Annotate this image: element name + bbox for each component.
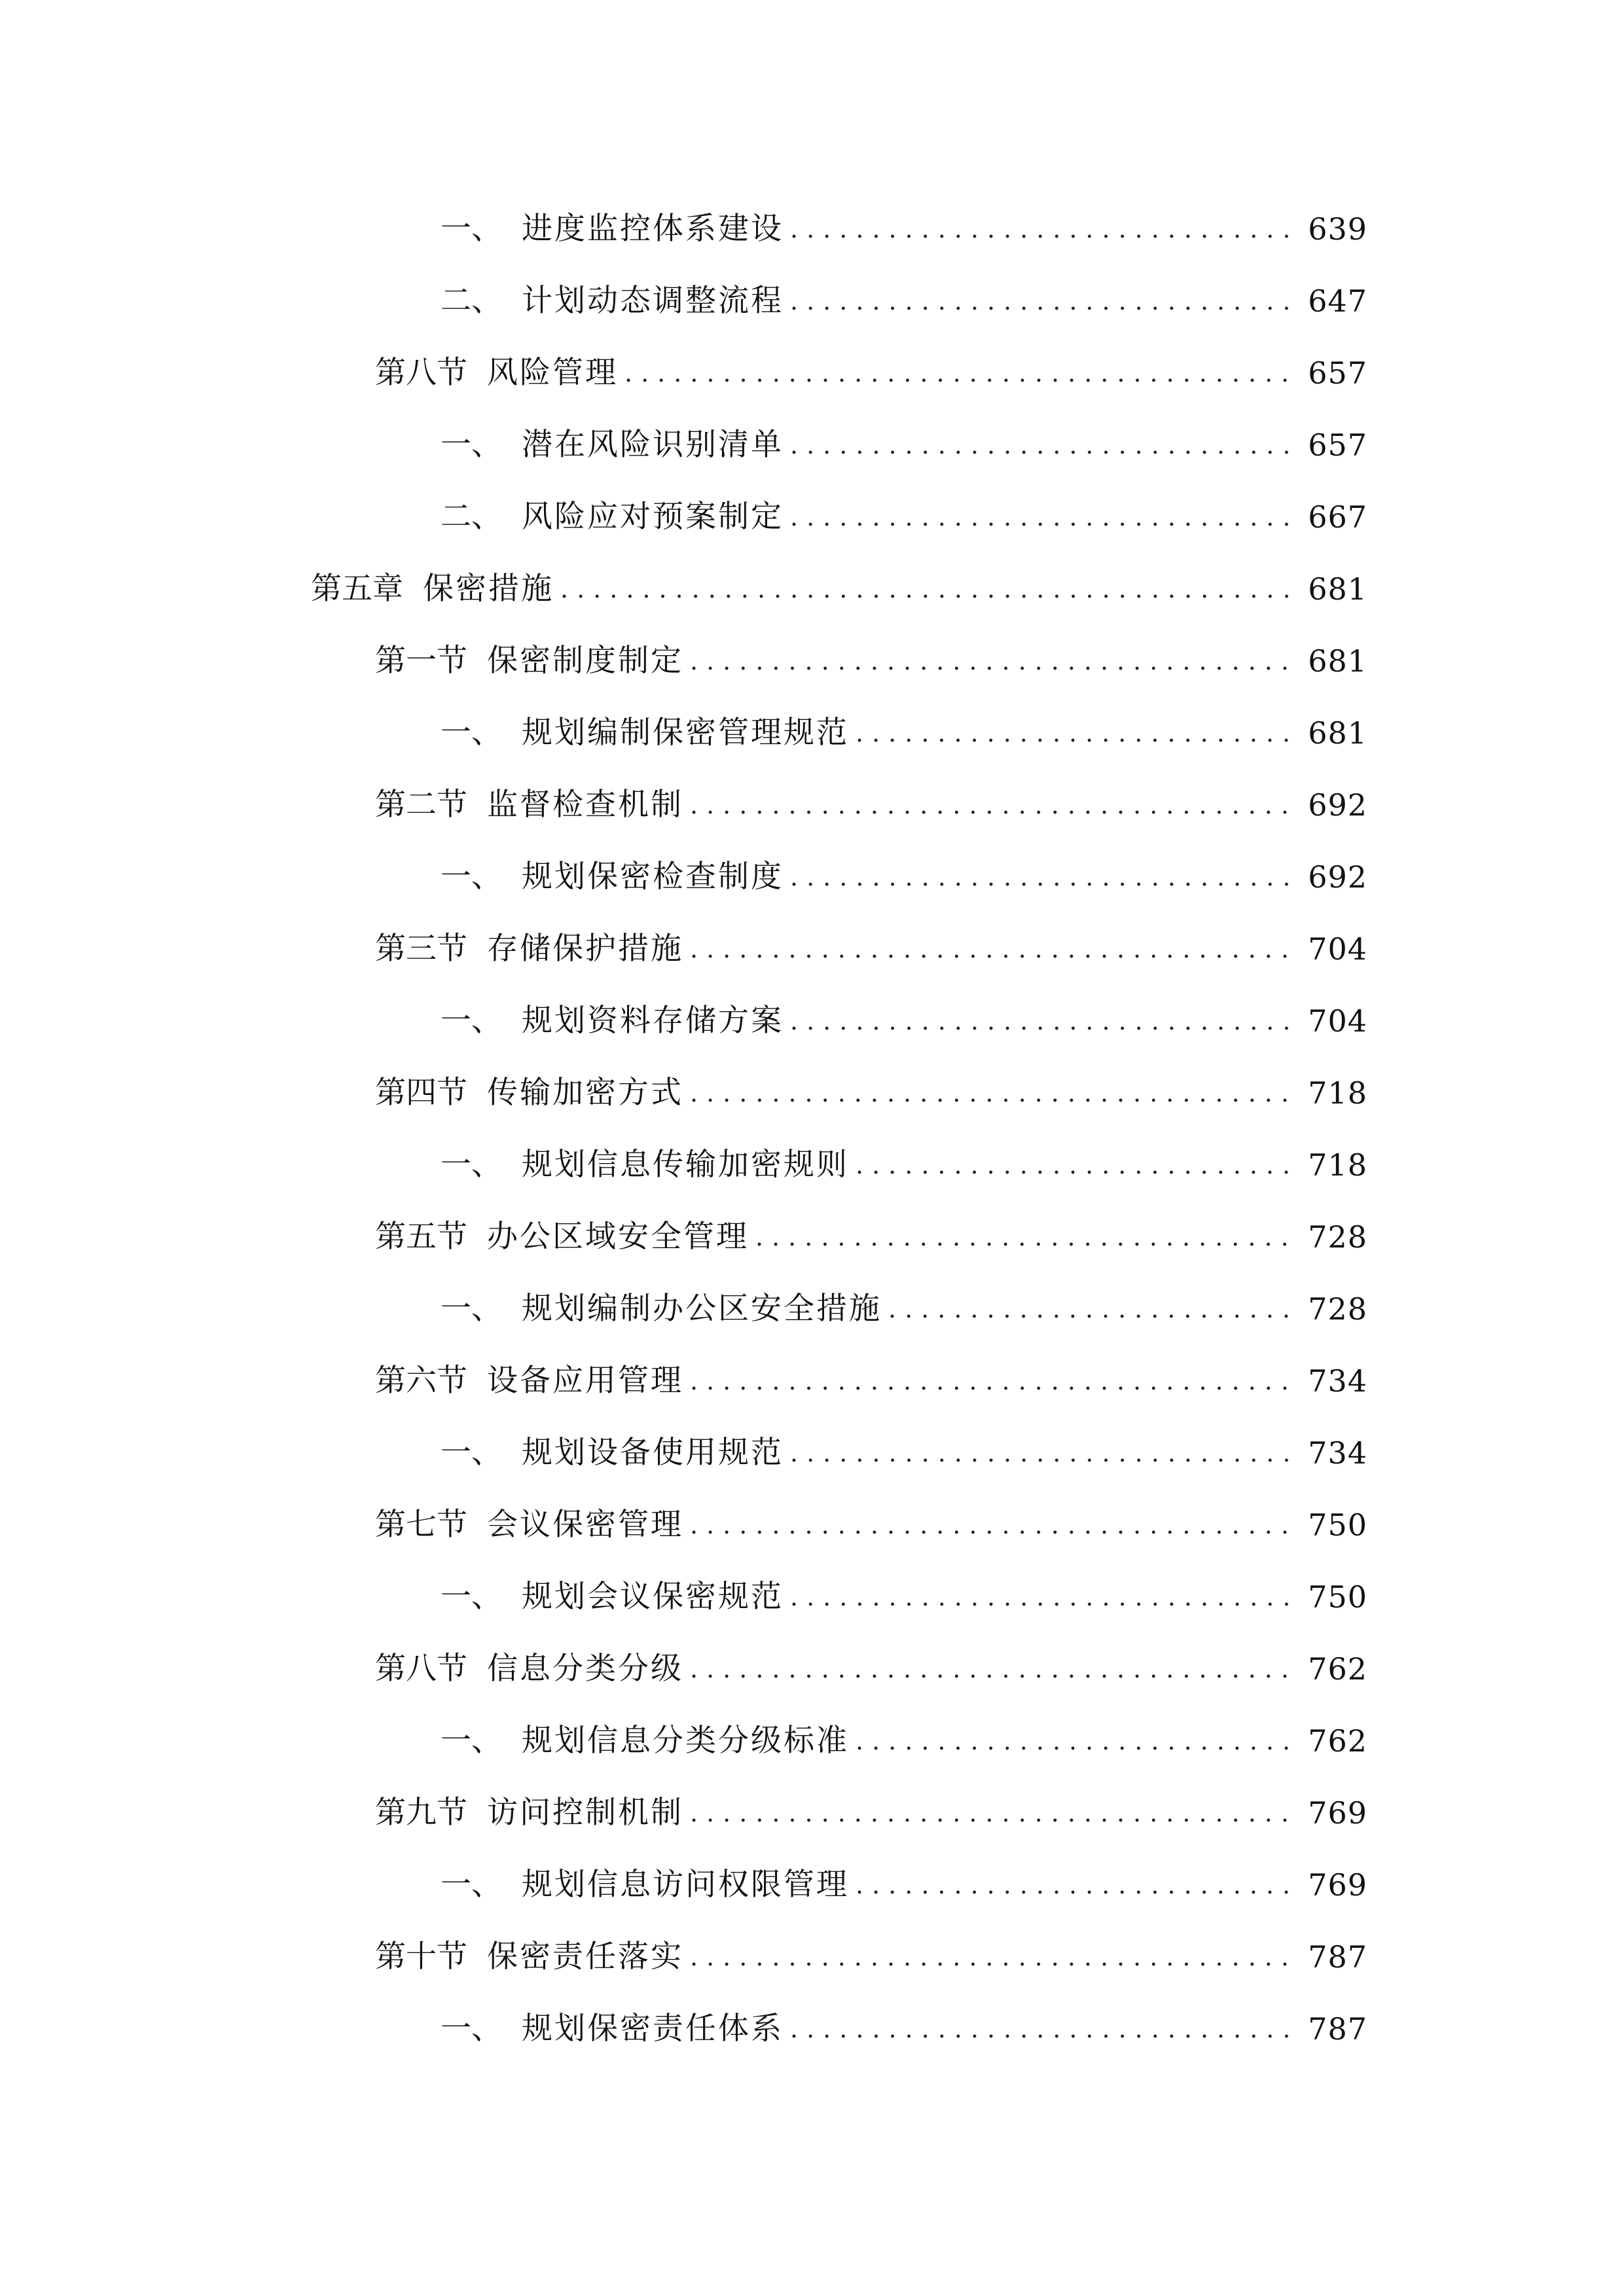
toc-entry-item[interactable] — [0, 697, 1624, 769]
toc-entry-line — [441, 1561, 1367, 1633]
toc-entry-page-number: 762 — [1308, 1723, 1367, 1759]
toc-entry-number: 一、 — [441, 1867, 502, 1903]
toc-entry-line — [375, 1201, 1367, 1273]
dot-leader — [856, 1705, 1299, 1777]
toc-entry-number: 二、 — [441, 499, 502, 535]
toc-entry-page-number: 639 — [1308, 211, 1367, 247]
toc-entry-number: 第五章 — [311, 571, 403, 607]
toc-entry-section[interactable] — [0, 1345, 1624, 1417]
toc-entry-title: 潜在风险识别清单 — [522, 427, 784, 463]
toc-entry-section[interactable] — [0, 1489, 1624, 1561]
toc-entry-number: 一、 — [441, 427, 502, 463]
toc-entry-page-number: 769 — [1308, 1795, 1367, 1831]
toc-entry-page-number: 681 — [1308, 715, 1367, 751]
toc-entry-number: 一、 — [441, 1291, 502, 1327]
dot-leader — [790, 409, 1299, 481]
toc-entry-number: 一、 — [441, 715, 502, 751]
toc-entry-page-number: 762 — [1308, 1651, 1367, 1687]
toc-entry-number: 一、 — [441, 1579, 502, 1615]
toc-entry-page-number: 787 — [1308, 1939, 1367, 1975]
dot-leader — [790, 193, 1299, 265]
toc-entry-number: 第十节 — [375, 1939, 467, 1975]
toc-entry-title: 办公区域安全管理 — [487, 1219, 749, 1255]
toc-entry-item[interactable] — [0, 481, 1624, 553]
dot-leader — [790, 841, 1299, 913]
toc-entry-page-number: 692 — [1308, 859, 1367, 895]
dot-leader — [690, 1633, 1299, 1705]
toc-entry-title: 风险管理 — [487, 355, 618, 391]
toc-entry-page-number: 657 — [1308, 355, 1367, 391]
toc-entry-title: 规划资料存储方案 — [522, 1003, 784, 1039]
toc-entry-title: 规划编制保密管理规范 — [522, 715, 849, 751]
toc-entry-line — [441, 1849, 1367, 1921]
toc-entry-title: 规划信息传输加密规则 — [522, 1147, 849, 1183]
dot-leader — [790, 265, 1299, 337]
toc-entry-line — [441, 1993, 1367, 2065]
toc-entry-item[interactable] — [0, 193, 1624, 265]
toc-entry-section[interactable] — [0, 625, 1624, 697]
dot-leader — [790, 1561, 1299, 1633]
toc-entry-section[interactable] — [0, 769, 1624, 841]
toc-entry-line — [441, 193, 1367, 265]
toc-entry-page-number: 750 — [1308, 1507, 1367, 1543]
toc-entry-section[interactable] — [0, 913, 1624, 985]
toc-entry-line — [441, 1129, 1367, 1201]
toc-entry-section[interactable] — [0, 1057, 1624, 1129]
toc-entry-line — [375, 1345, 1367, 1417]
toc-entry-item[interactable] — [0, 1705, 1624, 1777]
dot-leader — [856, 697, 1299, 769]
toc-entry-line — [441, 1705, 1367, 1777]
toc-entry-title: 规划保密检查制度 — [522, 859, 784, 895]
toc-entry-line — [375, 1921, 1367, 1993]
toc-entry-item[interactable] — [0, 841, 1624, 913]
toc-entry-page-number: 692 — [1308, 787, 1367, 823]
toc-entry-title: 传输加密方式 — [487, 1075, 683, 1111]
toc-entry-line — [311, 553, 1367, 625]
toc-entry-line — [441, 481, 1367, 553]
toc-entry-number: 一、 — [441, 859, 502, 895]
toc-entry-page-number: 718 — [1308, 1075, 1367, 1111]
toc-entry-title: 保密措施 — [423, 571, 554, 607]
toc-entry-item[interactable] — [0, 985, 1624, 1057]
toc-entry-item[interactable] — [0, 1417, 1624, 1489]
toc-entry-line — [375, 1633, 1367, 1705]
toc-entry-line — [441, 1273, 1367, 1345]
toc-entry-page-number: 750 — [1308, 1579, 1367, 1615]
toc-entry-item[interactable] — [0, 1561, 1624, 1633]
dot-leader — [690, 625, 1299, 697]
toc-entry-title: 规划信息访问权限管理 — [522, 1867, 849, 1903]
toc-entry-title: 设备应用管理 — [487, 1363, 683, 1399]
dot-leader — [790, 1993, 1299, 2065]
toc-entry-page-number: 647 — [1308, 283, 1367, 319]
toc-entry-title: 访问控制机制 — [487, 1795, 683, 1831]
dot-leader — [690, 1345, 1299, 1417]
toc-entry-page-number: 787 — [1308, 2011, 1367, 2047]
dot-leader — [856, 1849, 1299, 1921]
toc-entry-title: 规划编制办公区安全措施 — [522, 1291, 882, 1327]
toc-entry-title: 监督检查机制 — [487, 787, 683, 823]
dot-leader — [790, 1417, 1299, 1489]
toc-entry-number: 第六节 — [375, 1363, 467, 1399]
dot-leader — [690, 1921, 1299, 1993]
toc-entry-line — [375, 1489, 1367, 1561]
toc-entry-line — [441, 985, 1367, 1057]
toc-entry-number: 第八节 — [375, 355, 467, 391]
toc-entry-number: 第三节 — [375, 931, 467, 967]
toc-entry-number: 一、 — [441, 211, 502, 247]
dot-leader — [755, 1201, 1299, 1273]
toc-entry-page-number: 734 — [1308, 1363, 1367, 1399]
toc-entry-line — [375, 913, 1367, 985]
toc-entry-number: 一、 — [441, 1723, 502, 1759]
toc-entry-page-number: 681 — [1308, 571, 1367, 607]
toc-entry-page-number: 657 — [1308, 427, 1367, 463]
dot-leader — [790, 985, 1299, 1057]
toc-entry-line — [375, 337, 1367, 409]
toc-entry-title: 会议保密管理 — [487, 1507, 683, 1543]
dot-leader — [560, 553, 1299, 625]
toc-entry-page-number: 728 — [1308, 1291, 1367, 1327]
toc-entry-item[interactable] — [0, 1273, 1624, 1345]
toc-entry-number: 第九节 — [375, 1795, 467, 1831]
toc-entry-number: 一、 — [441, 1003, 502, 1039]
toc-entry-line — [441, 409, 1367, 481]
toc-entry-line — [375, 769, 1367, 841]
toc-entry-title: 保密制度制定 — [487, 643, 683, 679]
toc-entry-page-number: 769 — [1308, 1867, 1367, 1903]
toc-entry-number: 一、 — [441, 1147, 502, 1183]
toc-entry-number: 第七节 — [375, 1507, 467, 1543]
toc-entry-page-number: 728 — [1308, 1219, 1367, 1255]
dot-leader — [690, 913, 1299, 985]
toc-entry-page-number: 704 — [1308, 1003, 1367, 1039]
toc-entry-line — [441, 697, 1367, 769]
toc-entry-title: 进度监控体系建设 — [522, 211, 784, 247]
toc-entry-title: 存储保护措施 — [487, 931, 683, 967]
toc-entry-number: 二、 — [441, 283, 502, 319]
toc-entry-page-number: 681 — [1308, 643, 1367, 679]
toc-entry-number: 第八节 — [375, 1651, 467, 1687]
toc-entry-section[interactable] — [0, 1201, 1624, 1273]
toc-entry-section[interactable] — [0, 1777, 1624, 1849]
toc-entry-title: 保密责任落实 — [487, 1939, 683, 1975]
toc-entry-item[interactable] — [0, 1849, 1624, 1921]
toc-entry-item[interactable] — [0, 409, 1624, 481]
toc-entry-section[interactable] — [0, 337, 1624, 409]
toc-entry-title: 风险应对预案制定 — [522, 499, 784, 535]
table-of-contents — [0, 193, 1624, 2065]
toc-entry-line — [441, 265, 1367, 337]
toc-entry-line — [441, 1417, 1367, 1489]
dot-leader — [856, 1129, 1299, 1201]
dot-leader — [624, 337, 1299, 409]
dot-leader — [690, 1057, 1299, 1129]
toc-entry-line — [375, 1777, 1367, 1849]
toc-entry-title: 信息分类分级 — [487, 1651, 683, 1687]
toc-entry-section[interactable] — [0, 1633, 1624, 1705]
toc-entry-line — [375, 625, 1367, 697]
toc-entry-number: 一、 — [441, 2011, 502, 2047]
toc-entry-number: 一、 — [441, 1435, 502, 1471]
toc-entry-title: 规划保密责任体系 — [522, 2011, 784, 2047]
toc-entry-page-number: 704 — [1308, 931, 1367, 967]
toc-entry-item[interactable] — [0, 1129, 1624, 1201]
toc-entry-item[interactable] — [0, 265, 1624, 337]
toc-entry-page-number: 734 — [1308, 1435, 1367, 1471]
dot-leader — [690, 769, 1299, 841]
dot-leader — [790, 481, 1299, 553]
toc-entry-title: 规划信息分类分级标准 — [522, 1723, 849, 1759]
toc-entry-title: 规划会议保密规范 — [522, 1579, 784, 1615]
toc-entry-number: 第五节 — [375, 1219, 467, 1255]
toc-entry-chapter[interactable] — [0, 553, 1624, 625]
toc-entry-page-number: 667 — [1308, 499, 1367, 535]
toc-entry-number: 第二节 — [375, 787, 467, 823]
toc-entry-line — [375, 1057, 1367, 1129]
toc-entry-title: 计划动态调整流程 — [522, 283, 784, 319]
toc-entry-item[interactable] — [0, 1993, 1624, 2065]
dot-leader — [690, 1777, 1299, 1849]
toc-entry-page-number: 718 — [1308, 1147, 1367, 1183]
toc-entry-title: 规划设备使用规范 — [522, 1435, 784, 1471]
dot-leader — [690, 1489, 1299, 1561]
toc-entry-line — [441, 841, 1367, 913]
toc-entry-section[interactable] — [0, 1921, 1624, 1993]
toc-entry-number: 第四节 — [375, 1075, 467, 1111]
dot-leader — [888, 1273, 1299, 1345]
toc-entry-number: 第一节 — [375, 643, 467, 679]
